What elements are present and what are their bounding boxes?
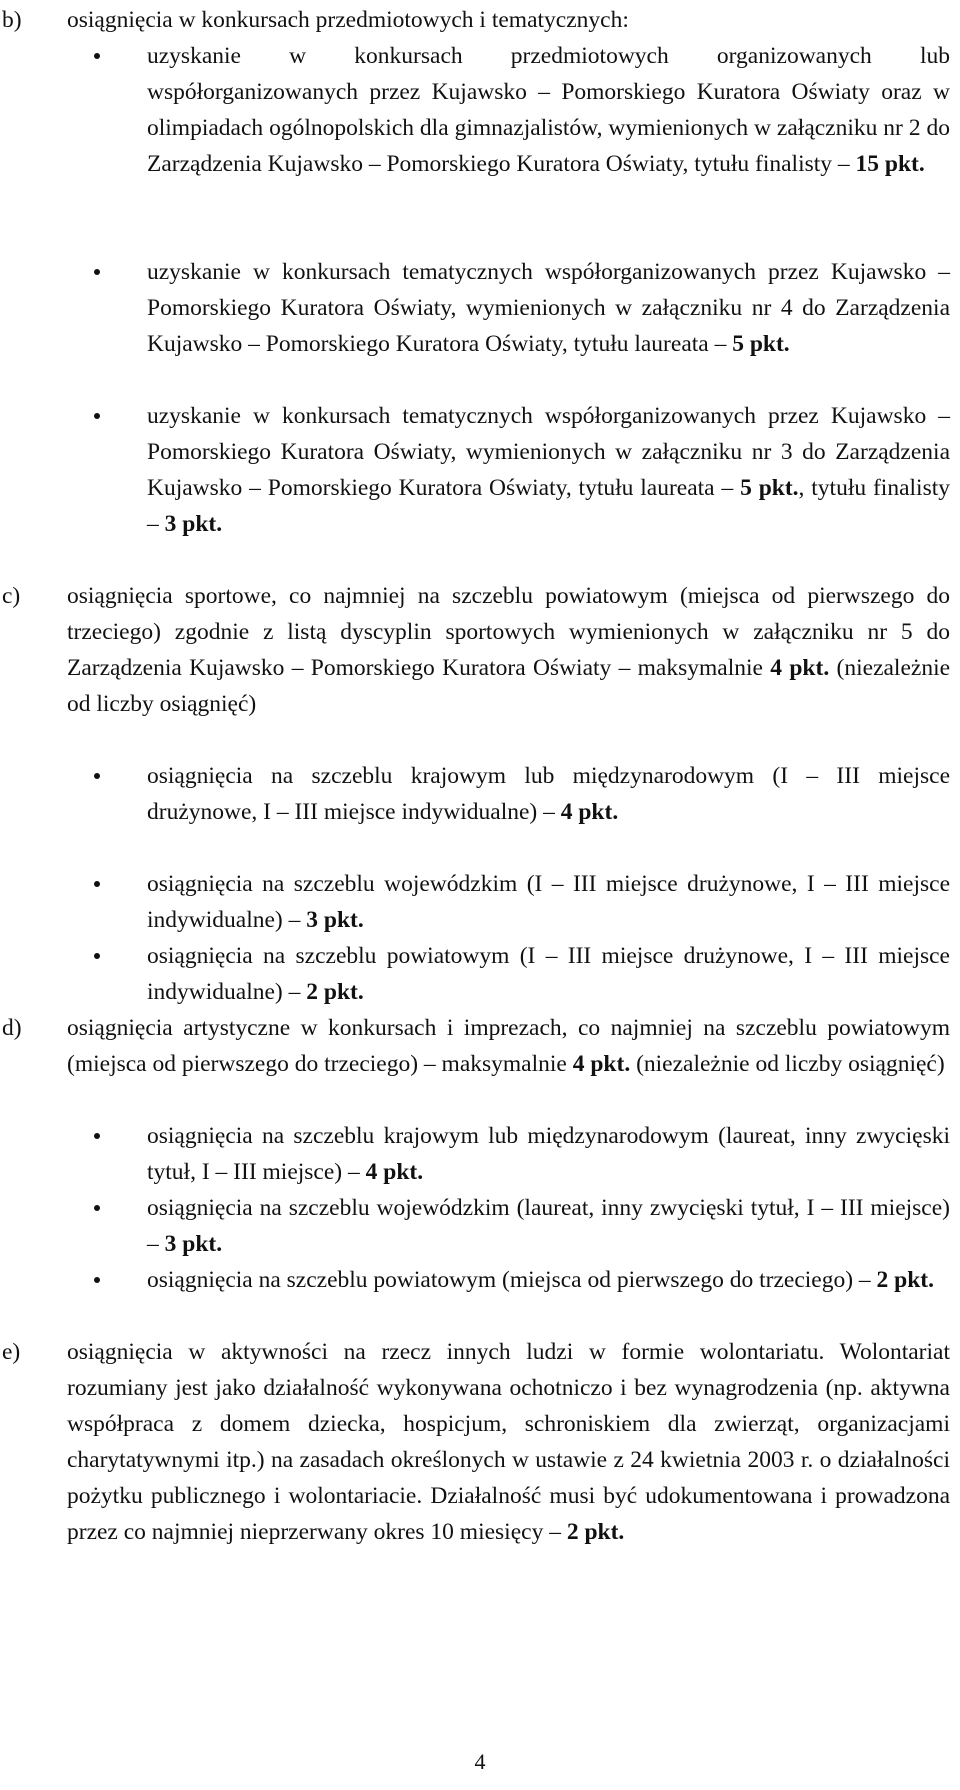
list-item-text: uzyskanie w konkursach tematycznych współorganizowanych przez Kujawsko – Pomorskiego Kuratora Oświaty, wymienionych w załączniku nr 4 do Zarządzenia Kujawsko – Pomorskiego Kuratora Oświaty, tytułu laureata – 5 pkt. [147,259,950,357]
list-item-text: osiągnięcia na szczeblu wojewódzkim (I – III miejsce drużynowe, I – III miejsce indywidualne) – 3 pkt. [147,871,950,933]
section-label: c) [2,583,21,609]
bullet-icon [94,773,100,779]
list-item-text: uzyskanie w konkursach tematycznych współorganizowanych przez Kujawsko – Pomorskiego Kuratora Oświaty, wymienionych w załączniku nr 3 do Zarządzenia Kujawsko – Pomorskiego Kuratora Oświaty, tytułu laureata – 5 pkt., tytułu finalisty – 3 pkt. [147,403,950,537]
list-item-text: osiągnięcia na szczeblu krajowym lub międzynarodowym (laureat, inny zwycięski tytuł, I – III miejsce) – 4 pkt. [147,1123,950,1185]
list-item-text: osiągnięcia na szczeblu powiatowym (I – III miejsce drużynowe, I – III miejsce indywidualne) – 2 pkt. [147,943,950,1005]
section-text: osiągnięcia sportowe, co najmniej na szczeblu powiatowym (miejsca od pierwszego do trzeciego) zgodnie z listą dyscyplin sportowych wymienionych w załączniku nr 5 do Zarządzenia Kujawsko – Pomorskiego Kuratora Oświaty – maksymalnie 4 pkt. (niezależnie od liczby osiągnięć) [67,583,951,717]
bullet-icon [94,1133,100,1139]
bullet-icon [94,1205,100,1211]
list-item-text: osiągnięcia na szczeblu wojewódzkim (laureat, inny zwycięski tytuł, I – III miejsce) – 3 pkt. [147,1195,950,1257]
page-number: 4 [474,1749,486,1774]
section-label: b) [2,7,22,33]
section-text: osiągnięcia w konkursach przedmiotowych i tematycznych: [67,7,629,33]
bullet-icon [94,53,100,59]
bullet-icon [94,1277,100,1283]
list-item-text: uzyskanie w konkursach przedmiotowych organizowanych lub współorganizowanych przez Kujawsko – Pomorskiego Kuratora Oświaty oraz w olimpiadach ogólnopolskich dla gimnazjalistów, wymienionych w załączniku nr 2 do Zarządzenia Kujawsko – Pomorskiego Kuratora Oświaty, tytułu finalisty – 15 pkt. [147,43,950,177]
section-text: osiągnięcia artystyczne w konkursach i imprezach, co najmniej na szczeblu powiatowym (miejsca od pierwszego do trzeciego) – maksymalnie 4 pkt. (niezależnie od liczby osiągnięć) [67,1015,950,1077]
bullet-icon [94,953,100,959]
bullet-icon [94,881,100,887]
list-item-text: osiągnięcia na szczeblu krajowym lub międzynarodowym (I – III miejsce drużynowe, I – III miejsce indywidualne) – 4 pkt. [147,763,950,825]
section-label: e) [2,1339,21,1365]
bullet-icon [94,269,100,275]
section-label: d) [2,1015,22,1041]
list-item-text: osiągnięcia na szczeblu powiatowym (miejsca od pierwszego do trzeciego) – 2 pkt. [147,1267,935,1293]
bullet-icon [94,413,100,419]
section-text: osiągnięcia w aktywności na rzecz innych ludzi w formie wolontariatu. Wolontariat rozumiany jest jako działalność wykonywana ochotniczo i bez wynagrodzenia (np. aktywna współpraca z domem dziecka, hospicjum, schroniskiem dla zwierząt, organizacjami charytatywnymi itp.) na zasadach określonych w ustawie z 24 kwietnia 2003 r. o działalności pożytku publicznego i wolontariacie. Działalność musi być udokumentowana i prowadzona przez co najmniej nieprzerwany okres 10 miesięcy – 2 pkt. [67,1339,950,1545]
